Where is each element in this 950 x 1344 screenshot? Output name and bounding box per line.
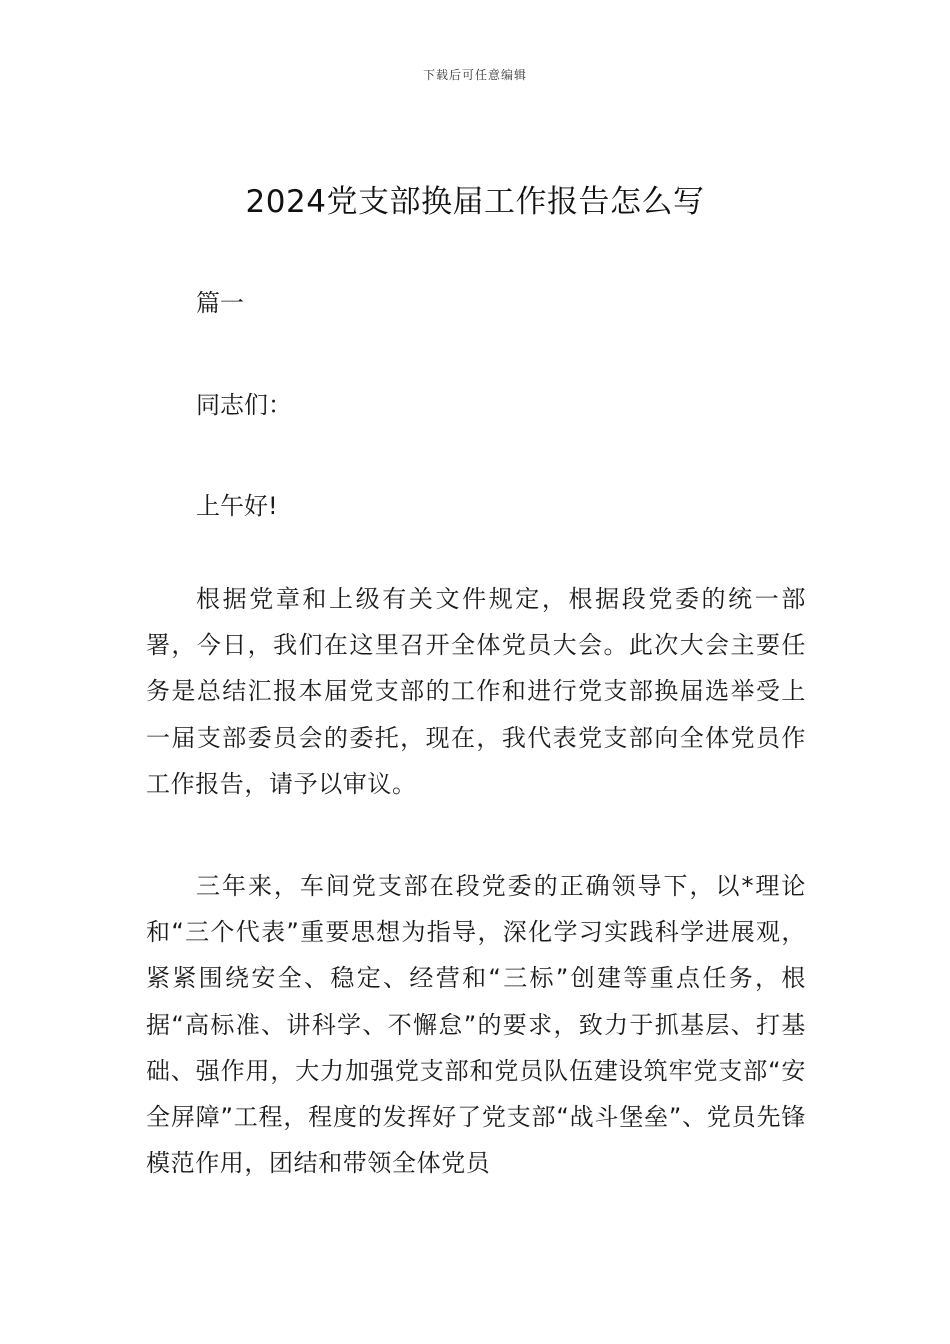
paragraph-2: 三年来，车间党支部在段党委的正确领导下，以*理论和“三个代表”重要思想为指导，深化学习实践科学进展观，紧紧围绕安全、稳定、经营和“三标”创建等重点任务，根据“高标准、讲科学、不懈怠”的要求，致力于抓基层、打基础、强作用，大力加强党支部和党员队伍建设筑牢党支部“安全屏障”工程，程度的发挥好了党支部“战斗堡垒”、党员先锋模范作用，团结和带领全体党员 [146,872,806,1178]
header-note: 下载后可任意编辑 [422,68,527,82]
salutation: 同志们： [196,391,292,419]
document-title: 2024党支部换届工作报告怎么写 [245,184,705,220]
section-label: 篇一 [196,289,244,317]
paragraph-1: 根据党章和上级有关文件规定，根据段党委的统一部署，今日，我们在这里召开全体党员大会。此次大会主要任务是总结汇报本届党支部的工作和进行党支部换届选举受上一届支部委员会的委托，现在，我代表党支部向全体党员作工作报告，请予以审议。 [146,585,806,798]
greeting: 上午好! [196,492,278,520]
